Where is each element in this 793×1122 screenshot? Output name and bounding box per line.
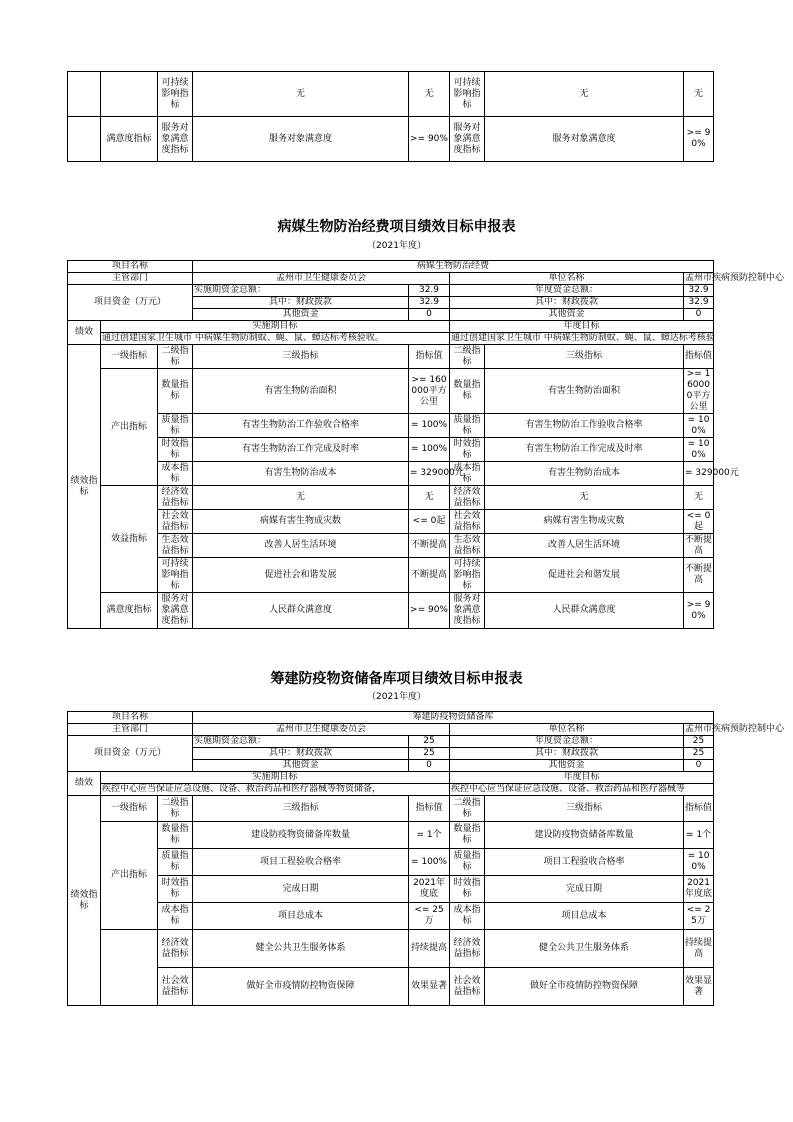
goal-period-text: 疾控中心应当保证应急设施、设备、救治药品和医疗器械等物资储备， — [101, 784, 450, 796]
indicator-label: 绩效指标 — [68, 796, 101, 1006]
fund-fiscal-value: 25 — [684, 748, 714, 760]
level2-cell: 可持续影响指标 — [158, 558, 193, 593]
indicator-cell: 做好全市疫情防控物资保障 — [485, 968, 684, 1006]
unit-value: 孟州市疾病预防控制中心 — [685, 273, 785, 283]
fund-total-value: 25 — [409, 736, 450, 748]
indicator-cell: 完成日期 — [485, 876, 684, 903]
level2-cell: 时效指标 — [450, 876, 485, 903]
header-level2: 二级指标 — [158, 345, 193, 369]
benefit-label — [101, 930, 158, 1006]
unit-label: 单位名称 — [450, 724, 684, 736]
level1-cell — [101, 72, 158, 117]
value-cell: = 100% — [684, 414, 714, 438]
level2-cell: 成本指标 — [450, 903, 485, 930]
header-value: 指标值 — [409, 796, 450, 822]
benefit-label: 效益指标 — [101, 486, 158, 593]
value-cell: >= 90% — [409, 117, 450, 162]
indicator-cell: 有害生物防治面积 — [485, 369, 684, 414]
level2-cell: 成本指标 — [450, 462, 485, 486]
indicator-cell: 无 — [485, 486, 684, 510]
fund-fiscal-value: 32.9 — [684, 297, 714, 309]
table1-year: （2021年度） — [367, 241, 426, 251]
value-cell: = 329000元 — [684, 462, 714, 486]
header-level1: 一级指标 — [101, 796, 158, 822]
indicator-cell: 病媒有害生物成灾数 — [485, 510, 684, 534]
fund-year-value: 25 — [684, 736, 714, 748]
level1-cell — [68, 72, 101, 117]
goal-year-header: 年度目标 — [450, 321, 714, 333]
fund-year-label: 年度资金总额： — [450, 285, 684, 297]
output-label: 产出指标 — [101, 369, 158, 486]
indicator-cell: 改善人居生活环境 — [485, 534, 684, 558]
indicator-cell: 建设防疫物资储备库数量 — [485, 822, 684, 849]
header-level2: 二级指标 — [158, 796, 193, 822]
fund-fiscal-label: 其中：财政拨款 — [450, 748, 684, 760]
value-cell: = 100% — [409, 414, 450, 438]
fund-fiscal-value: 32.9 — [409, 297, 450, 309]
value-cell: = 100% — [684, 438, 714, 462]
value-cell: 不断提高 — [685, 534, 713, 556]
header-level2: 二级指标 — [450, 345, 485, 369]
value-cell: >= 160000平方公里 — [409, 369, 450, 414]
level1-cell: 满意度指标 — [101, 117, 158, 162]
indicator-cell: 服务对象满意度 — [485, 117, 684, 162]
table1-title: 病媒生物防治经费项目绩效目标申报表 — [277, 219, 516, 235]
level2-cell: 经济效益指标 — [158, 930, 193, 968]
level2-cell: 经济效益指标 — [450, 930, 485, 968]
fund-other-value: 0 — [684, 760, 714, 772]
fund-fiscal-label: 其中：财政拨款 — [450, 297, 684, 309]
dept-value: 孟州市卫生健康委员会 — [193, 273, 450, 285]
fund-label: 项目资金（万元） — [68, 285, 193, 321]
level2-cell: 经济效益指标 — [158, 486, 193, 510]
header-level3: 三级指标 — [193, 345, 409, 369]
fund-other-value: 0 — [409, 760, 450, 772]
value-cell: 不断提高 — [409, 534, 450, 558]
goal-year-text: 通过创建国家卫生城市 中病媒生物防制蚊、蝇、鼠、蟑达标考核验 — [451, 333, 715, 343]
indicator-cell: 促进社会和谐发展 — [193, 558, 409, 593]
project-name-label: 项目名称 — [68, 261, 193, 273]
level2-cell: 经济效益指标 — [450, 486, 485, 510]
level2-cell: 数量指标 — [158, 822, 193, 849]
indicator-cell: 健全公共卫生服务体系 — [485, 930, 684, 968]
indicator-cell: 改善人居生活环境 — [193, 534, 409, 558]
indicator-cell: 人民群众满意度 — [193, 593, 409, 629]
fund-year-label: 年度资金总额： — [450, 736, 684, 748]
indicator-cell: 项目总成本 — [485, 903, 684, 930]
level2-cell: 可持续影响指标 — [450, 72, 485, 117]
value-cell: <= 25万 — [684, 903, 714, 930]
dept-value: 孟州市卫生健康委员会 — [193, 724, 450, 736]
value-cell: 无 — [409, 486, 450, 510]
header-value: 指标值 — [684, 796, 714, 822]
output-label: 产出指标 — [101, 822, 158, 930]
fund-other-label: 其他资金 — [193, 309, 409, 321]
project-name: 病媒生物防治经费 — [193, 261, 714, 273]
indicator-cell: 项目工程验收合格率 — [485, 849, 684, 876]
goal-label: 绩效 — [68, 321, 101, 345]
header-level3: 三级指标 — [485, 345, 684, 369]
value-cell: 2021年度底 — [684, 876, 714, 903]
fund-other-value: 0 — [684, 309, 714, 321]
level2-cell: 成本指标 — [158, 903, 193, 930]
value-cell: >= 90% — [684, 117, 714, 162]
level2-cell: 服务对象满意度指标 — [450, 117, 485, 162]
level2-cell: 服务对象满意度指标 — [158, 117, 193, 162]
level2-cell: 社会效益指标 — [450, 968, 485, 1006]
value-cell: = 1个 — [409, 822, 450, 849]
indicator-cell: 无 — [193, 72, 409, 117]
level2-cell: 成本指标 — [158, 462, 193, 486]
level2-cell: 社会效益指标 — [450, 510, 485, 534]
level2-cell: 数量指标 — [158, 369, 193, 414]
goal-period-text: 通过创建国家卫生城市 中病媒生物防制蚊、蝇、鼠、蟑达标考核验收。 — [101, 333, 450, 345]
value-cell: = 100% — [684, 849, 714, 876]
level2-cell: 质量指标 — [158, 414, 193, 438]
level2-cell: 数量指标 — [450, 369, 485, 414]
level2-cell: 可持续影响指标 — [450, 558, 485, 593]
fund-year-value: 32.9 — [684, 285, 714, 297]
fund-other-value: 0 — [409, 309, 450, 321]
project-name: 筹建防疫物资储备库 — [193, 712, 714, 724]
level2-cell: 社会效益指标 — [158, 968, 193, 1006]
level2-cell: 社会效益指标 — [158, 510, 193, 534]
indicator-cell: 病媒有害生物成灾数 — [193, 510, 409, 534]
fund-total-value: 32.9 — [409, 285, 450, 297]
level2-cell: 服务对象满意度指标 — [158, 593, 193, 629]
goal-year-text: 疾控中心应当保证应急设施、设备、救治药品和医疗器械等 — [450, 784, 714, 796]
dept-label: 主管部门 — [68, 724, 193, 736]
header-level3: 三级指标 — [193, 796, 409, 822]
table2-title: 筹建防疫物资储备库项目绩效目标申报表 — [270, 671, 523, 687]
continued-table — [67, 71, 714, 162]
value-cell: <= 0起 — [409, 510, 450, 534]
fund-other-label: 其他资金 — [450, 309, 684, 321]
value-cell: <= 0起 — [684, 510, 714, 534]
indicator-cell: 有害生物防治面积 — [193, 369, 409, 414]
fund-other-label: 其他资金 — [193, 760, 409, 772]
value-cell: >= 90% — [409, 593, 450, 629]
header-level1: 一级指标 — [101, 345, 158, 369]
indicator-cell: 有害生物防治成本 — [485, 462, 684, 486]
level2-cell: 服务对象满意度指标 — [450, 593, 485, 629]
level2-cell: 可持续影响指标 — [158, 72, 193, 117]
indicator-cell: 项目总成本 — [193, 903, 409, 930]
value-cell: 2021年度底 — [409, 876, 450, 903]
satisfaction-label: 满意度指标 — [101, 593, 158, 629]
level2-cell: 质量指标 — [158, 849, 193, 876]
indicator-cell: 完成日期 — [193, 876, 409, 903]
indicator-cell: 无 — [193, 486, 409, 510]
indicator-cell: 有害生物防治工作验收合格率 — [193, 414, 409, 438]
fund-fiscal-label: 其中：财政拨款 — [193, 748, 409, 760]
project-name-label: 项目名称 — [68, 712, 193, 724]
goal-year-header: 年度目标 — [450, 772, 714, 784]
fund-label: 项目资金（万元） — [68, 736, 193, 772]
level2-cell: 生态效益指标 — [450, 534, 485, 558]
value-cell: 效果显著 — [684, 968, 714, 1006]
fund-total-label: 实施期资金总额： — [193, 285, 409, 297]
indicator-label: 绩效指标 — [68, 345, 101, 629]
value-cell: = 100% — [409, 438, 450, 462]
level1-cell — [68, 117, 101, 162]
indicator-cell: 建设防疫物资储备库数量 — [193, 822, 409, 849]
table1 — [67, 260, 785, 629]
indicator-cell: 促进社会和谐发展 — [485, 558, 684, 593]
indicator-cell: 人民群众满意度 — [485, 593, 684, 629]
indicator-cell: 有害生物防治工作验收合格率 — [485, 414, 684, 438]
indicator-cell: 无 — [485, 72, 684, 117]
table2 — [67, 711, 785, 1006]
indicator-cell: 服务对象满意度 — [193, 117, 409, 162]
goal-period-header: 实施期目标 — [101, 772, 450, 784]
value-cell: >= 160000平方公里 — [684, 369, 714, 414]
value-cell: = 329000元 — [409, 462, 450, 486]
fund-fiscal-label: 其中：财政拨款 — [193, 297, 409, 309]
value-cell: 不断提高 — [684, 558, 714, 593]
value-cell: <= 25万 — [409, 903, 450, 930]
goal-period-header: 实施期目标 — [101, 321, 450, 333]
indicator-cell: 项目工程验收合格率 — [193, 849, 409, 876]
indicator-cell: 有害生物防治工作完成及时率 — [485, 438, 684, 462]
value-cell: = 1个 — [684, 822, 714, 849]
value-cell: = 100% — [409, 849, 450, 876]
table2-year: （2021年度） — [367, 692, 426, 702]
level2-cell: 质量指标 — [450, 414, 485, 438]
value-cell: 无 — [684, 486, 714, 510]
level2-cell: 数量指标 — [450, 822, 485, 849]
goal-label: 绩效 — [68, 772, 101, 796]
level2-cell: 时效指标 — [158, 438, 193, 462]
indicator-cell: 有害生物防治工作完成及时率 — [193, 438, 409, 462]
indicator-cell: 健全公共卫生服务体系 — [193, 930, 409, 968]
header-value: 指标值 — [409, 345, 450, 369]
fund-other-label: 其他资金 — [450, 760, 684, 772]
value-cell: 持续提高 — [684, 930, 714, 968]
value-cell: >= 90% — [684, 593, 714, 629]
level2-cell: 质量指标 — [450, 849, 485, 876]
indicator-cell: 有害生物防治成本 — [193, 462, 409, 486]
level2-cell: 时效指标 — [158, 876, 193, 903]
header-value: 指标值 — [684, 345, 714, 369]
level2-cell: 生态效益指标 — [158, 534, 193, 558]
value-cell: 无 — [409, 72, 450, 117]
indicator-cell: 做好全市疫情防控物资保障 — [193, 968, 409, 1006]
value-cell: 不断提高 — [409, 558, 450, 593]
unit-label: 单位名称 — [450, 273, 684, 285]
value-cell: 无 — [684, 72, 714, 117]
header-level3: 三级指标 — [485, 796, 684, 822]
value-cell: 持续提高 — [409, 930, 450, 968]
fund-fiscal-value: 25 — [409, 748, 450, 760]
dept-label: 主管部门 — [68, 273, 193, 285]
header-level2: 二级指标 — [450, 796, 485, 822]
fund-total-label: 实施期资金总额： — [193, 736, 409, 748]
value-cell: 效果显著 — [409, 968, 450, 1006]
unit-value: 孟州市疾病预防控制中心 — [685, 724, 785, 734]
level2-cell: 时效指标 — [450, 438, 485, 462]
